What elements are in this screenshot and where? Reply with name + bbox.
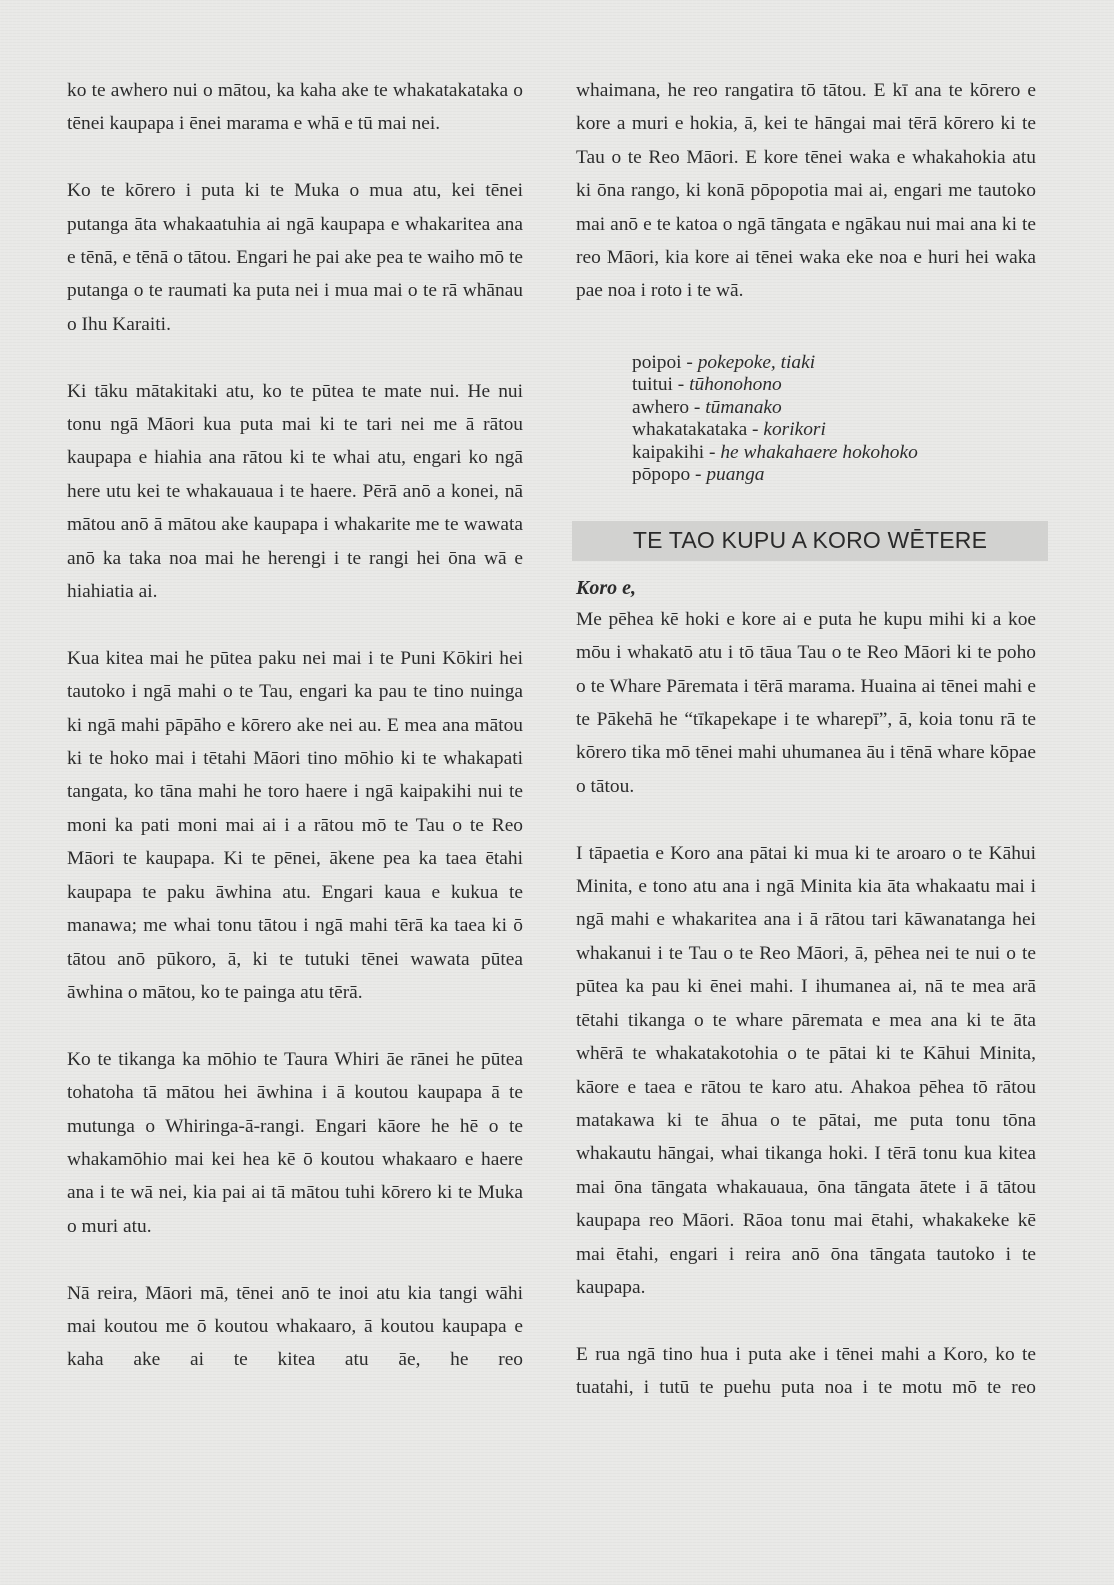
salutation: Koro e, [576, 576, 636, 599]
glossary-term: tuitui [632, 374, 673, 396]
glossary-definition: he whakahaere hokohoko [720, 441, 918, 463]
glossary-definition: tūmanako [705, 396, 782, 418]
glossary-entry [632, 397, 1036, 420]
left-paragraph-4: Kua kitea mai he pūtea paku nei mai i te Puni Kōkiri hei tautoko i ngā mahi o te Tau, engari ka pau te tino nuinga ki ngā mahi pāpāho e kōrero ake nei au. E mea ana mātou ki te hoko mai i tētahi Māori tino mōhio ki te whakapati tangata, ko tāna mahi he toro haere i ngā kaipakihi nui te moni ka pati moni mai ai i a rātou mō te Tau o te Reo Māori te kaupapa. Ki te pēnei, ākene pea ka taea ētahi kaupapa te paku āwhina atu. Engari kaua e kukua te manawa; me whai tonu tātou i ngā mahi tērā ka taea ki ō tātou anō pūkoro, ā, ki te tutuki tēnei wawata pūtea āwhina o mātou, ko te painga atu tērā. [67, 647, 523, 1003]
glossary-separator: - [689, 396, 706, 418]
section-heading [572, 521, 1048, 561]
glossary-entry [632, 442, 1036, 465]
glossary-separator: - [681, 351, 698, 373]
right-paragraph-2: I tāpaetia e Koro ana pātai ki mua ki te aroaro o te Kāhui Minita, e tono atu ana i ngā Minita kia āta whakaatu mai i ngā mahi e whakaritea ana i ā rātou tari kāwanatanga hei whakanui i te Tau o te Reo Māori, ā, pēhea nei te nui o te pūtea ka pau ki ēnei mahi. I ihumanea ai, nā te mea arā tētahi tikanga o te whare pāremata e mea ana ki te āta whērā te whakatakotohia o te pātai ki te Kāhui Minita, kāore e taea e rātou te karo atu. Ahakoa pēhea tō rātou matakawa ki te āhua o te pātai, me puta tonu tōna whakautu hāngai, whai tikanga hoki. I tērā tonu kua kitea mai ōna tāngata whakauaua, ōna tāngata ātete i ā tātou kaupapa reo Māori. Rāoa tonu mai ētahi, whakakeke kē mai ētahi, engari i reira anō ōna tāngata tautoko i te kaupapa. [576, 842, 1036, 1298]
glossary-term: kaipakihi [632, 441, 705, 463]
left-paragraph-2: Ko te kōrero i puta ki te Muka o mua atu, kei tēnei putanga āta whakaatuhia ai ngā kaupapa e whakaritea ana e tēnā, e tēnā o tātou. Engari he pai ake pea te waiho mō te putanga o te raumati ka puta nei i mua mai o te rā whānau o Ihu Karaiti. [67, 180, 523, 335]
right-paragraph-3: E rua ngā tino hua i puta ake i tēnei mahi a Koro, ko te tuatahi, i tutū te puehu puta noa i te motu mō te reo [576, 1343, 1036, 1399]
glossary-definition: puanga [706, 464, 765, 486]
glossary-entry [632, 352, 1036, 375]
right-intro-paragraph: whaimana, he reo rangatira tō tātou. E kī ana te kōrero e kore a muri e hokia, ā, kei te hāngai mai tērā kōrero ki te Tau o te Reo Māori. E kore tēnei waka e whakahokia atu ki ōna rango, ki konā pōpopotia mai ai, engari me tautoko mai anō e te katoa o ngā tāngata e ngākau nui mai ana ki te reo Māori, kia kore ai tēnei waka eke noa e huri hei waka pae noa i roto i te wā. [576, 80, 1036, 302]
left-paragraph-3: Ki tāku mātakitaki atu, ko te pūtea te mate nui. He nui tonu ngā Māori kua puta mai ki te tari nei me ā rātou kaupapa e hiahia ana rātou ki te whai atu, engari ko ngā here utu kei te whakauaua i te haere. Pērā anō a konei, nā mātou anō ā mātou ake kaupapa i whakarite me te wawata anō ka taka noa mai he herengi i te rangi hei ōna wā e hiahiatia ai. [67, 380, 523, 603]
glossary-separator: - [704, 441, 721, 463]
section-heading-text: TE TAO KUPU A KORO WĒTERE [632, 527, 988, 554]
glossary-entry [632, 374, 1036, 397]
glossary-separator: - [672, 374, 690, 396]
glossary-separator: - [747, 419, 764, 441]
glossary-definition: tūhonohono [689, 374, 782, 396]
glossary-entry [632, 464, 1036, 487]
left-paragraph-5: Ko te tikanga ka mōhio te Taura Whiri āe rānei he pūtea tohatoha tā mātou hei āwhina i ā koutou kaupapa ā te mutunga o Whiringa-ā-rangi. Engari kāore he hē o te whakamōhio mai kei hea kē ō koutou whakaaro e haere ana i te wā nei, kia pai ai tā mātou tuhi kōrero ki te Muka o muri atu. [67, 1048, 523, 1237]
left-paragraph-6: Nā reira, Māori mā, tēnei anō te inoi atu kia tangi wāhi mai koutou me ō koutou whakaaro, ā koutou kaupapa e kaha ake ai te kitea atu āe, he reo [67, 1282, 523, 1371]
glossary-definition: korikori [763, 419, 826, 441]
left-paragraph-1: ko te awhero nui o mātou, ka kaha ake te whakatakataka o tēnei kaupapa i ēnei marama e whā e tū mai nei. [67, 80, 523, 135]
glossary-term: poipoi [632, 351, 682, 373]
glossary-list [632, 352, 1036, 487]
right-paragraph-1: Me pēhea kē hoki e kore ai e puta he kupu mihi ki a koe mōu i whakatō atu i tō tāua Tau o te Reo Māori ki te poho o te Whare Pāremata i tērā marama. Huaina ai tēnei mahi e te Pākehā he “tīkapekape i te wharepī”, ā, koia tonu rā te kōrero tika mō tēnei mahi uhumanea āu i tēnā whare kōpae o tātou. [576, 608, 1036, 797]
glossary-term: whakatakataka [632, 419, 748, 441]
glossary-term: pōpopo [632, 464, 691, 486]
left-column [67, 74, 523, 1377]
right-column [576, 74, 1036, 1405]
glossary-entry [632, 419, 1036, 442]
glossary-term: awhero [632, 396, 690, 418]
glossary-definition: pokepoke, tiaki [697, 351, 816, 373]
glossary-separator: - [690, 464, 707, 486]
